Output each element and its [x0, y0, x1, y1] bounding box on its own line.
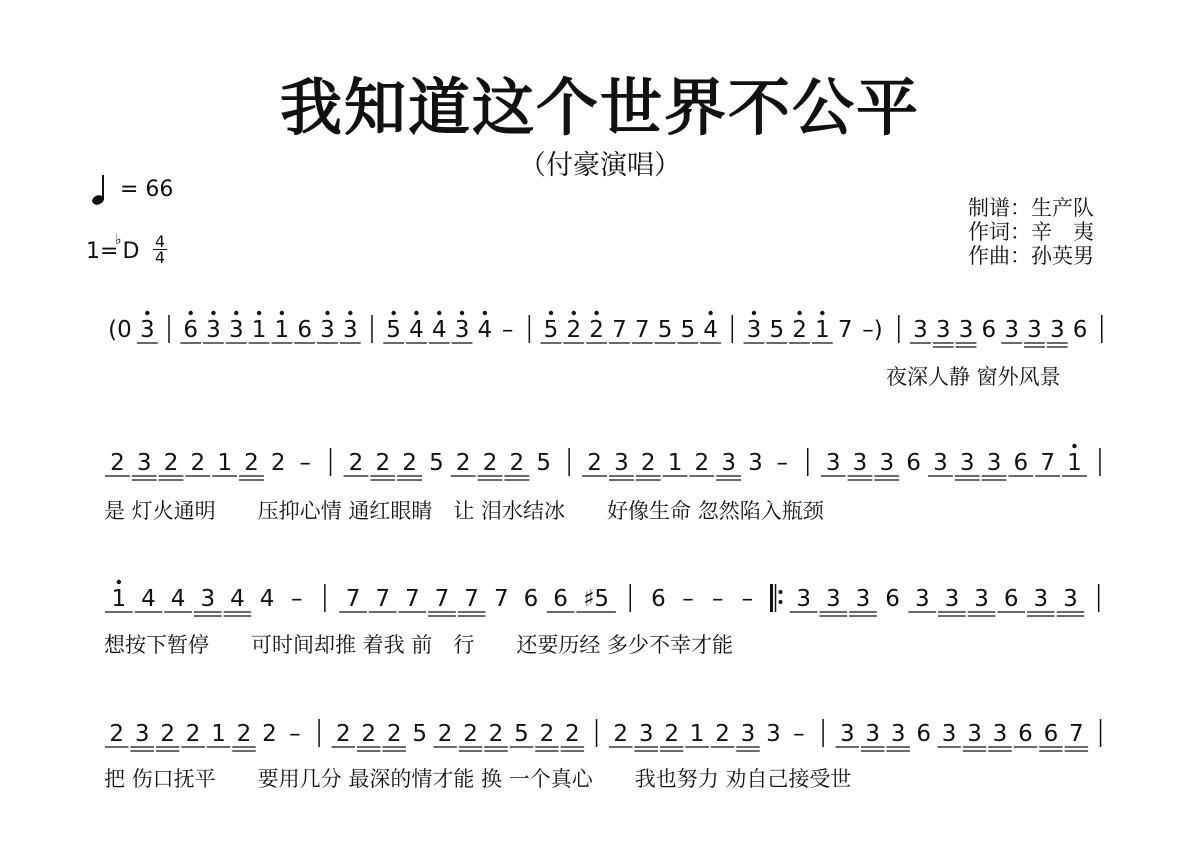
octave-dot [145, 311, 149, 315]
note-glyph: 3 [935, 317, 951, 343]
note-glyph: 5 [769, 317, 785, 343]
lyric-line: 想按下暂停 可时间却推 着我 前 行 还要历经 多少不幸才能 [104, 633, 734, 657]
note-glyph: 3 [140, 317, 155, 343]
note-glyph: 2 [437, 721, 453, 747]
octave-dot [280, 311, 284, 315]
credit-arranger: 制谱：生产队 [968, 196, 1094, 220]
note-glyph: 2 [488, 721, 504, 747]
note-glyph: 1 [217, 450, 232, 476]
note-glyph: –) [862, 317, 883, 343]
note-glyph: 3 [914, 586, 930, 612]
note-glyph: 6 [553, 586, 568, 612]
note-glyph: 3 [855, 586, 871, 612]
time-numerator: 4 [154, 232, 166, 251]
note-glyph: 3 [454, 317, 470, 343]
key-prefix: 1= [86, 239, 119, 264]
note-glyph: 2 [262, 721, 277, 747]
note-glyph: 6 [523, 586, 539, 612]
octave-dot [460, 311, 464, 315]
note-glyph: 1 [689, 721, 705, 747]
note-glyph: – [289, 721, 301, 747]
note-glyph: 5 [514, 721, 529, 747]
note-glyph: 2 [386, 721, 402, 747]
note-glyph: 7 [612, 317, 627, 343]
note-glyph: 7 [1069, 721, 1084, 747]
note-glyph: 1 [211, 721, 226, 747]
note-glyph: 2 [640, 450, 656, 476]
note-glyph: 3 [1027, 317, 1042, 343]
note-glyph: 2 [361, 721, 377, 747]
note-glyph: 3 [1049, 317, 1065, 343]
octave-dot [325, 311, 329, 315]
note-glyph: 6 [183, 317, 198, 343]
note-glyph: 7 [464, 586, 479, 612]
note-glyph: 2 [589, 317, 604, 343]
note-glyph: – [711, 586, 724, 612]
note-glyph: 5 [680, 317, 696, 343]
repeat-dot [779, 590, 783, 594]
octave-dot [211, 311, 215, 315]
note-glyph: 2 [236, 721, 252, 747]
note-glyph: 6 [651, 586, 666, 612]
octave-dot [348, 311, 352, 315]
note-glyph: 3 [206, 317, 221, 343]
song-subtitle: （付豪演唱） [519, 150, 681, 181]
octave-dot [234, 311, 238, 315]
note-glyph: 2 [566, 317, 582, 343]
note-glyph: 3 [839, 721, 855, 747]
octave-dot [414, 311, 418, 315]
tempo-value: = 66 [120, 177, 174, 202]
note-glyph: 2 [792, 317, 807, 343]
note-glyph: – [682, 586, 694, 612]
time-denominator: 4 [154, 248, 166, 267]
note-glyph: 3 [740, 721, 756, 747]
note-glyph: 6 [1043, 721, 1059, 747]
note-glyph: 4 [703, 317, 718, 343]
octave-dot [594, 311, 598, 315]
note-glyph: 3 [228, 317, 244, 343]
note-glyph: 2 [565, 721, 580, 747]
note-glyph: 3 [941, 721, 957, 747]
note-glyph: 7 [434, 586, 450, 612]
note-glyph: 7 [375, 586, 391, 612]
note-glyph: 1 [251, 317, 267, 343]
note-glyph: 4 [409, 317, 424, 343]
note-glyph: 7 [345, 586, 361, 612]
note-glyph: 7 [837, 317, 853, 343]
note-glyph: 3 [746, 317, 762, 343]
note-glyph: 2 [244, 450, 259, 476]
note-glyph: 3 [944, 586, 960, 612]
lyric-line: 夜深人静 窗外风景 [886, 365, 1061, 389]
note-glyph: 2 [509, 450, 525, 476]
note-glyph: 3 [134, 721, 150, 747]
note-glyph: 2 [109, 721, 125, 747]
note-glyph: 6 [297, 317, 313, 343]
note-glyph: 6 [1003, 586, 1019, 612]
note-glyph: 3 [967, 721, 982, 747]
note-glyph: 3 [825, 450, 841, 476]
note-glyph: ♯5 [583, 586, 610, 612]
note-glyph: 2 [160, 721, 175, 747]
octave-dot [437, 311, 441, 315]
note-glyph: 2 [185, 721, 201, 747]
note-glyph: 3 [614, 450, 629, 476]
octave-dot [708, 311, 712, 315]
note-glyph: 2 [348, 450, 364, 476]
note-glyph: 7 [493, 586, 509, 612]
note-glyph: – [501, 317, 514, 343]
lyric-line: 是 灯火通明 压抑心情 通红眼睛 让 泪水结冰 好像生命 忽然陷入瓶颈 [104, 499, 824, 523]
note-glyph: 4 [431, 317, 447, 343]
note-glyph: 3 [748, 450, 763, 476]
note-glyph: 3 [721, 450, 736, 476]
note-glyph: 3 [879, 450, 895, 476]
note-glyph: 3 [796, 586, 811, 612]
note-glyph: 2 [335, 721, 351, 747]
note-glyph: 1 [111, 586, 127, 612]
note-glyph: 6 [885, 586, 900, 612]
note-glyph: 6 [1072, 317, 1088, 343]
note-glyph: 3 [865, 721, 881, 747]
note-glyph: 3 [959, 450, 975, 476]
note-glyph: 7 [1040, 450, 1055, 476]
octave-dot [483, 311, 487, 315]
note-glyph: 2 [190, 450, 206, 476]
note-glyph: 3 [992, 721, 1008, 747]
note-glyph: 3 [1063, 586, 1078, 612]
note-glyph: 6 [906, 450, 921, 476]
note-glyph: 5 [536, 450, 551, 476]
note-glyph: 5 [412, 721, 427, 747]
octave-dot [188, 311, 192, 315]
note-glyph: 2 [110, 450, 125, 476]
note-glyph: 3 [852, 450, 868, 476]
note-glyph: 3 [933, 450, 948, 476]
note-glyph: 6 [1018, 721, 1033, 747]
note-glyph: 5 [429, 450, 444, 476]
note-glyph: 7 [634, 317, 650, 343]
note-glyph: 3 [1033, 586, 1049, 612]
note-glyph: – [776, 450, 789, 476]
note-glyph: 3 [766, 721, 781, 747]
repeat-dot [779, 600, 783, 604]
note-glyph: 5 [386, 317, 401, 343]
note-glyph: 3 [200, 586, 216, 612]
note-glyph: 1 [274, 317, 290, 343]
note-glyph: 3 [136, 450, 152, 476]
note-glyph: 2 [463, 721, 478, 747]
note-glyph: 4 [230, 586, 245, 612]
note-glyph: 3 [342, 317, 358, 343]
note-glyph: 3 [986, 450, 1002, 476]
note-glyph: 4 [477, 317, 493, 343]
note-glyph: 2 [664, 721, 679, 747]
lyric-line: 把 伤口抚平 要用几分 最深的情才能 换 一个真心 我也努力 劝自己接受世 [104, 767, 852, 791]
note-glyph: 3 [1004, 317, 1019, 343]
note-glyph: 2 [715, 721, 730, 747]
credit-lyricist: 作词：辛 夷 [968, 220, 1094, 244]
note-glyph: (0 [108, 317, 132, 343]
credit-composer: 作曲：孙英男 [968, 244, 1094, 268]
note-glyph: 2 [402, 450, 417, 476]
note-glyph: 1 [1067, 450, 1082, 476]
note-glyph: 2 [587, 450, 602, 476]
note-glyph: 3 [974, 586, 989, 612]
note-glyph: 2 [539, 721, 555, 747]
note-glyph: 5 [543, 317, 559, 343]
note-glyph: 3 [825, 586, 841, 612]
note-glyph: 6 [1013, 450, 1029, 476]
note-glyph: – [741, 586, 754, 612]
note-glyph: – [299, 450, 311, 476]
octave-dot [752, 311, 756, 315]
note-glyph: 1 [667, 450, 683, 476]
note-glyph: 3 [320, 317, 335, 343]
note-glyph: 3 [890, 721, 906, 747]
note-glyph: 2 [613, 721, 629, 747]
octave-dot [117, 580, 121, 584]
key-tonic: D [122, 239, 140, 264]
note-glyph: 2 [163, 450, 179, 476]
note-glyph: 4 [141, 586, 156, 612]
octave-dot [257, 311, 261, 315]
note-glyph: – [793, 721, 805, 747]
octave-dot [572, 311, 576, 315]
note-glyph: 3 [913, 317, 928, 343]
note-glyph: 6 [916, 721, 931, 747]
note-glyph: 6 [981, 317, 997, 343]
flat-icon: ♭ [115, 232, 122, 248]
note-glyph: 3 [958, 317, 974, 343]
song-title: 我知道这个世界不公平 [279, 71, 920, 144]
octave-dot [391, 311, 395, 315]
note-glyph: 4 [170, 586, 186, 612]
octave-dot [549, 311, 553, 315]
octave-dot [820, 311, 824, 315]
note-glyph: 3 [638, 721, 654, 747]
octave-dot [797, 311, 801, 315]
note-glyph: 5 [657, 317, 673, 343]
note-glyph: 2 [694, 450, 710, 476]
octave-dot [1072, 444, 1076, 448]
note-glyph: 2 [482, 450, 498, 476]
note-glyph: 2 [270, 450, 286, 476]
note-glyph: 2 [455, 450, 471, 476]
note-glyph: 1 [815, 317, 830, 343]
note-glyph: 4 [259, 586, 275, 612]
note-glyph: 7 [405, 586, 420, 612]
note-glyph: – [290, 586, 303, 612]
note-glyph: 2 [375, 450, 391, 476]
